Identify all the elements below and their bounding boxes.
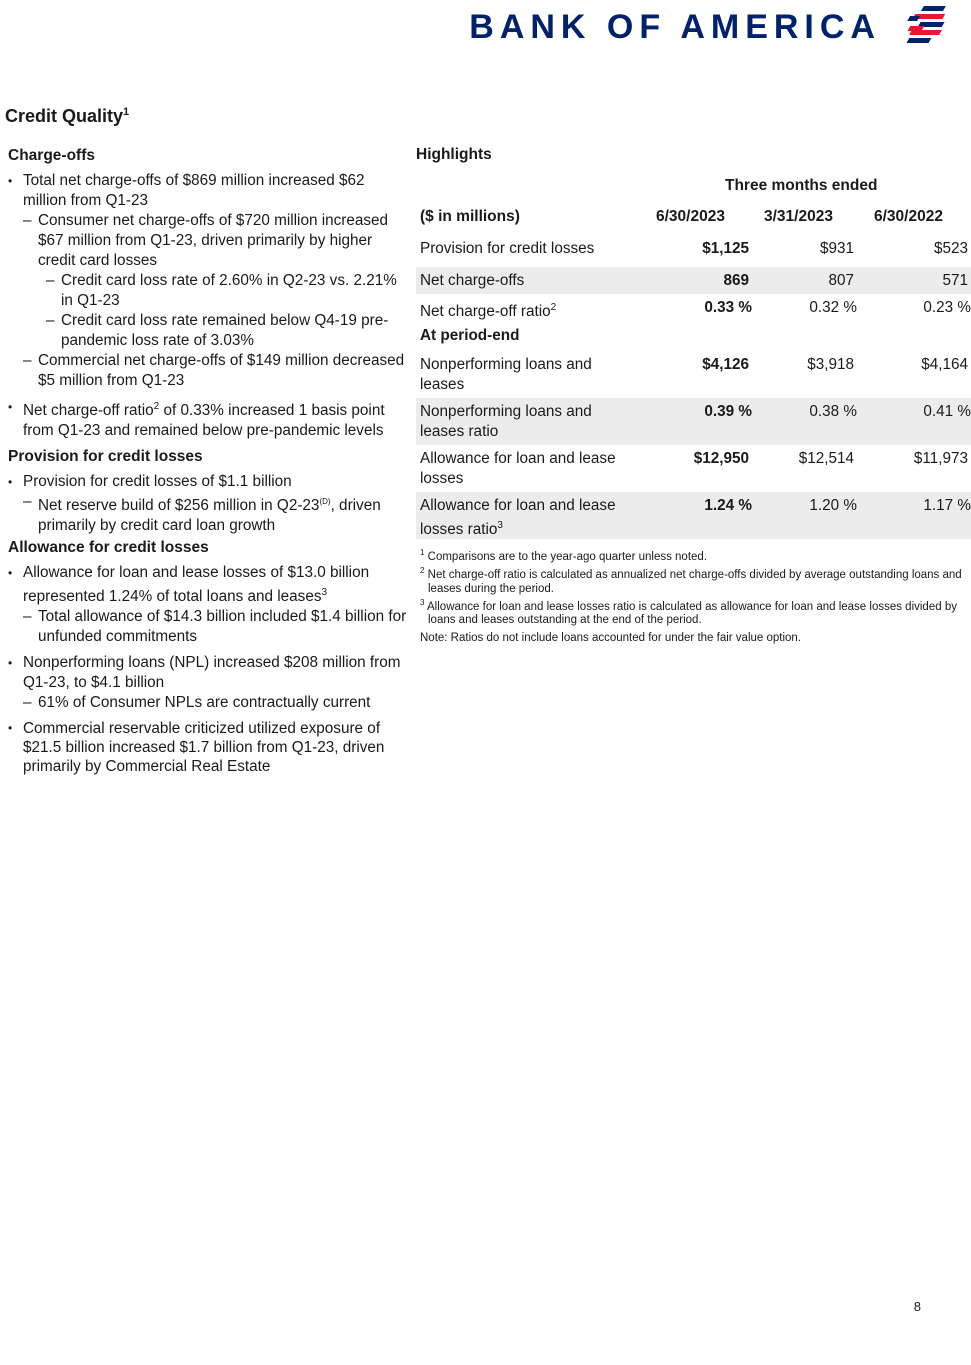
column-header: 6/30/2022 — [874, 208, 943, 225]
list-item: – 61% of Consumer NPLs are contractually current — [8, 693, 408, 713]
table-row: At period-end — [420, 327, 520, 344]
footnotes — [420, 546, 970, 628]
column-header: 6/30/2023 — [656, 208, 725, 225]
table-row: Net charge-off ratio$^2$ 0.33 % 0.32 % 0.23 % — [420, 299, 971, 321]
table-row: Nonperforming loans and leases ratio 0.39 % 0.38 % 0.41 % — [416, 398, 971, 445]
list-item: • Allowance for loan and lease losses of $13.0 billion represented 1.24% of total loans and leases$^3$ – Total allowance of $14.3 billion included $1.4 billion for unfunded commitments — [8, 563, 408, 647]
table-row: Allowance for loan and lease losses ratio$^3$ 1.24 % 1.20 % 1.17 % — [416, 492, 971, 539]
chargeoffs-heading: Charge-offs — [8, 147, 95, 164]
allowance-list — [8, 563, 408, 776]
highlights-table — [416, 235, 971, 539]
highlights-panel — [416, 146, 971, 644]
list-item: • Net charge-off ratio$^2$ of 0.33% increased 1 basis point from Q1-23 and remained below pre-pandemic levels — [8, 397, 408, 441]
list-item: – Consumer net charge-offs of $720 million increased $67 million from Q1-23, driven primarily by higher credit card losses — [8, 211, 408, 271]
chargeoffs-list — [8, 171, 408, 441]
provision-list — [8, 472, 408, 536]
table-row: Net charge-offs 869 807 571 — [416, 267, 971, 294]
list-item: • Provision for credit losses of $1.1 billion – Net reserve build of $256 million in $Q2-23^{(D)}$, driven primarily by credit card loan growth — [8, 472, 408, 536]
table-header-row — [416, 208, 971, 232]
commentary-column — [8, 146, 408, 782]
units-label: ($ in millions) — [420, 208, 520, 225]
list-item: – Credit card loss rate remained below Q4-19 pre-pandemic loss rate of 3.03% — [8, 311, 408, 351]
page-number: 8 — [913, 1299, 921, 1314]
list-item: – Net reserve build of $256 million in $Q2-23^{(D)}$, driven primarily by credit card loan growth — [8, 492, 408, 536]
list-item: • Total net charge-offs of $869 million increased $62 million from Q1-23 – Consumer net charge-offs of $720 million increased $67 million from Q1-23, driven primarily by higher credit card losses – Credit card loss rate of 2.60% in Q2-23 vs. 2.21% in Q1-23 – Credit card loss rate remained below Q4-19 pre-pandemic loss rate of 3.03% – Commercial net charge-offs of $149 million decreased $5 million from Q1-23 — [8, 171, 408, 391]
table-row: Provision for credit losses $1,125 $931 $523 — [420, 240, 968, 257]
footnote: $^3$ Allowance for loan and lease losses ratio is calculated as allowance for loan and lease losses divided by loans and leases outstanding at the end of the period. — [420, 598, 957, 627]
list-item: • Commercial reservable criticized utilized exposure of $21.5 billion increased $1.7 billion from Q1-23, driven primarily by Commercial Real Estate — [8, 719, 408, 776]
period-header: Three months ended — [725, 177, 878, 194]
table-row: Allowance for loan and lease losses $12,950 $12,514 $11,973 — [420, 450, 968, 487]
highlights-heading: Highlights — [416, 146, 492, 163]
list-item: – Commercial net charge-offs of $149 million decreased $5 million from Q1-23 — [8, 351, 408, 391]
column-header: 3/31/2023 — [764, 208, 833, 225]
flag-icon — [887, 4, 947, 50]
allowance-heading: Allowance for credit losses — [8, 539, 209, 557]
list-item: • Nonperforming loans (NPL) increased $208 million from Q1-23, to $4.1 billion – 61% of Consumer NPLs are contractually current — [8, 653, 408, 713]
page-title: Credit Quality$^1$ — [5, 106, 130, 126]
table-row: Nonperforming loans and leases $4,126 $3,918 $4,164 — [420, 356, 968, 393]
list-item: – Credit card loss rate of 2.60% in Q2-23 vs. 2.21% in Q1-23 — [8, 271, 408, 311]
footnote: $^2$ Net charge-off ratio is calculated as annualized net charge-offs divided by average outstanding loans and leases during the period. — [420, 566, 962, 595]
bank-logo — [469, 2, 947, 52]
provision-heading: Provision for credit losses — [8, 448, 203, 466]
logo-wordmark: BANK OF AMERICA — [469, 7, 881, 46]
fair-value-note: Note: Ratios do not include loans accounted for under the fair value option. — [420, 632, 802, 644]
list-item: – Total allowance of $14.3 billion included $1.4 billion for unfunded commitments — [8, 607, 408, 647]
footnote: $^1$ Comparisons are to the year-ago quarter unless noted. — [420, 548, 708, 563]
